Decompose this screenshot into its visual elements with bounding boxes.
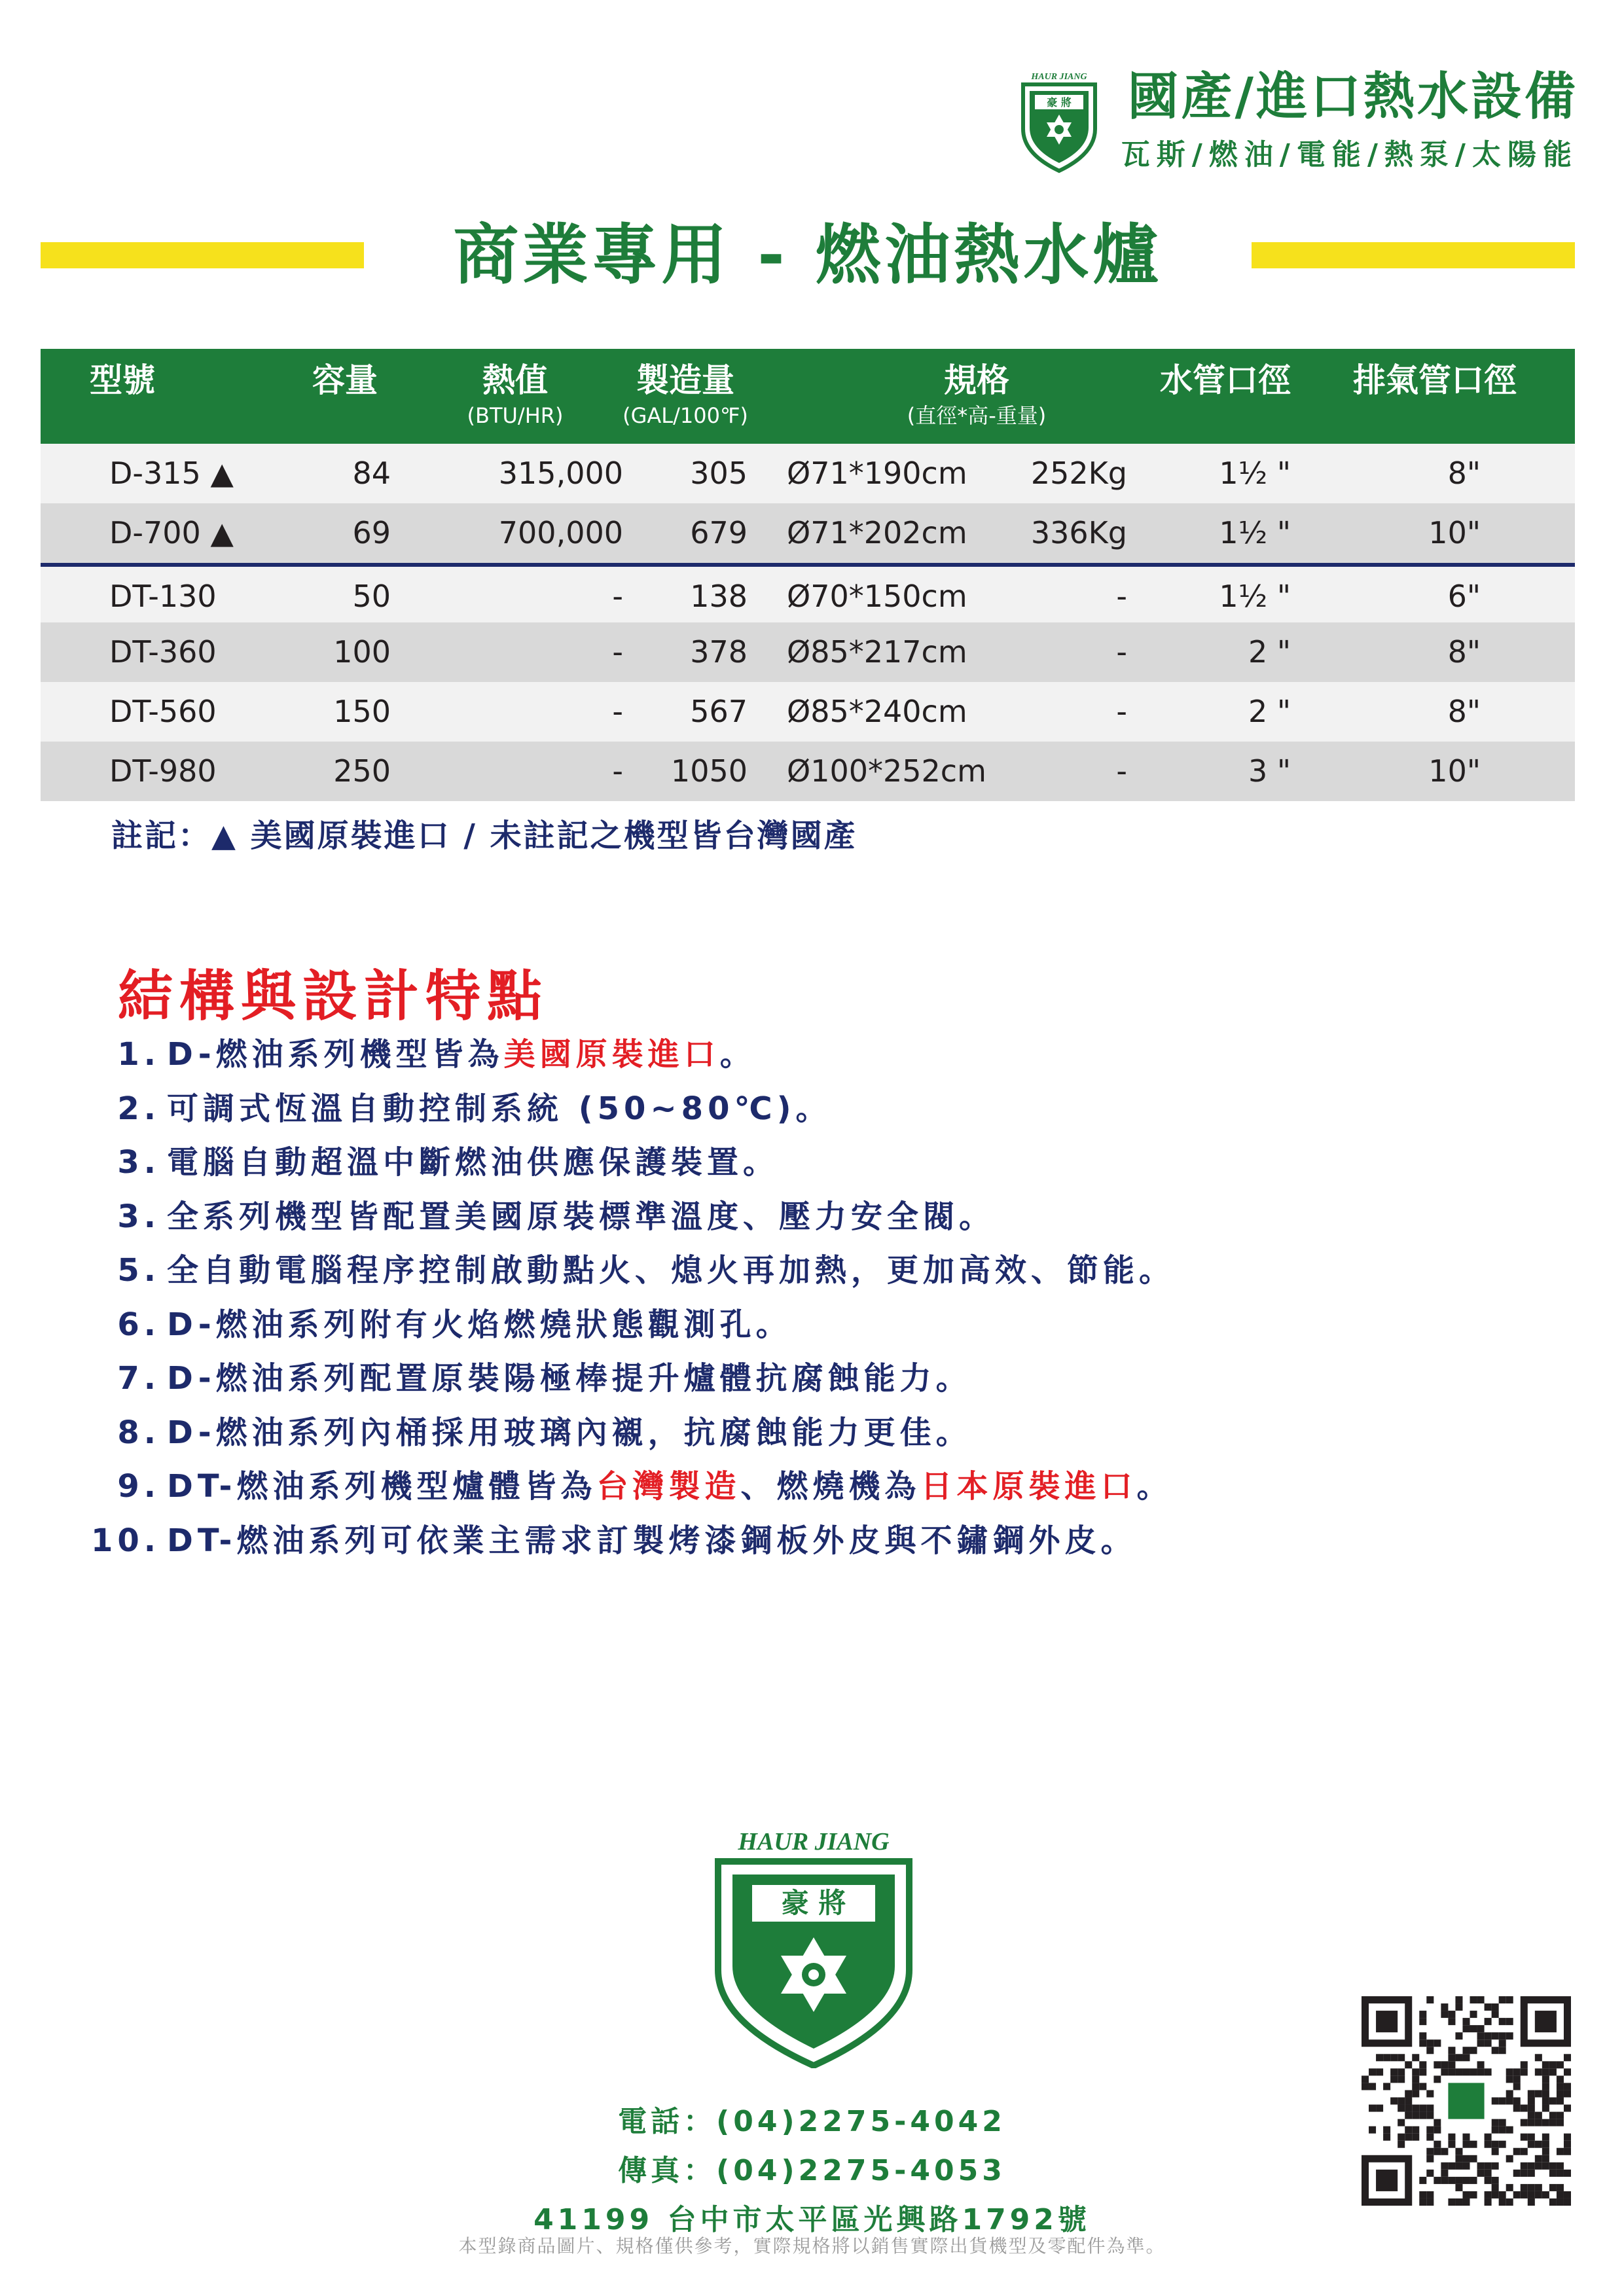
cell-production: 305: [690, 456, 748, 491]
cell-weight: -: [1116, 634, 1127, 670]
table-row: [41, 563, 1575, 622]
table-header: [41, 349, 1575, 444]
disclaimer: 本型錄商品圖片、規格僅供參考，實際規格將以銷售實際出貨機型及零配件為準。: [458, 2235, 1166, 2257]
header-spec: [826, 361, 1127, 431]
cell-dimension: Ø71*202cm: [787, 515, 967, 550]
feature-number: 7.: [117, 1360, 160, 1397]
cell-heat: 700,000: [498, 515, 623, 550]
table-row: [41, 444, 1575, 503]
feature-text: D-燃油系列配置原裝陽極棒提升爐體抗腐蝕能力。: [167, 1360, 972, 1397]
feature-number: 2.: [117, 1090, 160, 1127]
feature-text: DT-燃油系列機型爐體皆為: [167, 1468, 597, 1505]
feature-number: 3.: [117, 1198, 160, 1235]
feature-number: 6.: [117, 1306, 160, 1343]
feature-item: [0, 1406, 1624, 1460]
feature-text: DT-燃油系列可依業主需求訂製烤漆鋼板外皮與不鏽鋼外皮。: [167, 1522, 1137, 1559]
cell-water-pipe: 2 ": [1248, 694, 1291, 729]
feature-item: [0, 1136, 1624, 1190]
header-water-pipe-label: 水管口徑: [1160, 361, 1291, 399]
feature-list: [0, 1028, 1624, 1568]
cell-water-pipe: 1½ ": [1219, 515, 1291, 550]
cell-dimension: Ø85*240cm: [787, 694, 967, 729]
cell-model: DT-560: [109, 694, 217, 729]
cell-dimension: Ø70*150cm: [787, 579, 967, 614]
feature-item: [0, 1244, 1624, 1298]
cell-capacity: 50: [352, 579, 391, 614]
features-title: 結構與設計特點: [118, 964, 549, 1028]
feature-text: 全自動電腦程序控制啟動點火、熄火再加熱，更加高效、節能。: [167, 1252, 1176, 1289]
header-heat: [446, 361, 584, 431]
haur-jiang-footer-logo-icon: [709, 1826, 918, 2068]
cell-production: 679: [690, 515, 748, 550]
header-exhaust-pipe: [1324, 361, 1546, 400]
contact-fax: 傳真：(04)2275-4053: [618, 2154, 1006, 2187]
feature-text: D-燃油系列機型皆為: [167, 1036, 504, 1073]
cell-weight: -: [1116, 753, 1127, 789]
header-production: [604, 361, 767, 431]
brand-title: 國產/進口熱水設備: [1127, 67, 1578, 127]
cell-water-pipe: 3 ": [1248, 753, 1291, 789]
cell-production: 567: [690, 694, 748, 729]
qr-code-icon: [1362, 1996, 1571, 2206]
cell-model: DT-980: [109, 753, 217, 789]
feature-number: 1.: [117, 1036, 160, 1073]
feature-highlight: 台灣製造: [596, 1468, 741, 1505]
feature-item: [0, 1298, 1624, 1352]
feature-text: 可調式恆溫自動控制系統 (50~80℃)。: [167, 1090, 832, 1127]
header-water-pipe: [1127, 361, 1324, 400]
feature-highlight: 日本原裝進口: [920, 1468, 1137, 1505]
logo-text: HAUR JIANG: [1031, 72, 1087, 82]
cell-heat: -: [612, 753, 623, 789]
cell-capacity: 100: [333, 634, 391, 670]
header-model-label: 型號: [90, 361, 155, 399]
feature-number: 8.: [117, 1414, 160, 1451]
header-capacity: [289, 361, 401, 400]
feature-item: [0, 1460, 1624, 1514]
cell-water-pipe: 2 ": [1248, 634, 1291, 670]
cell-weight: 252Kg: [1030, 456, 1127, 491]
title-accent-bar-right: [1252, 242, 1575, 268]
cell-dimension: Ø71*190cm: [787, 456, 967, 491]
cell-water-pipe: 1½ ": [1219, 579, 1291, 614]
cell-exhaust-pipe: 8": [1447, 694, 1481, 729]
feature-item: [0, 1352, 1624, 1406]
cell-capacity: 69: [352, 515, 391, 550]
header-production-unit: (GAL/100℉): [623, 403, 748, 428]
feature-number: 9.: [117, 1468, 160, 1505]
cell-production: 1050: [670, 753, 748, 789]
feature-text: 、燃燒機為: [740, 1468, 921, 1505]
footer-logo-text: HAUR JIANG: [738, 1828, 890, 1856]
cell-exhaust-pipe: 8": [1447, 634, 1481, 670]
feature-item: [0, 1082, 1624, 1136]
feature-item: [0, 1190, 1624, 1244]
cell-capacity: 250: [333, 753, 391, 789]
feature-text: D-燃油系列附有火焰燃燒狀態觀測孔。: [167, 1306, 792, 1343]
cell-heat: 315,000: [498, 456, 623, 491]
spec-table: [41, 349, 1575, 801]
brand-subtitle: 瓦斯/燃油/電能/熱泵/太陽能: [1121, 137, 1578, 171]
contact-phone: 電話：(04)2275-4042: [618, 2105, 1006, 2138]
cell-capacity: 84: [352, 456, 391, 491]
feature-text: 全系列機型皆配置美國原裝標準溫度、壓力安全閥。: [167, 1198, 996, 1235]
feature-number: 5.: [117, 1252, 160, 1289]
cell-exhaust-pipe: 6": [1447, 579, 1481, 614]
table-row: [41, 682, 1575, 742]
feature-text: 。: [1136, 1468, 1173, 1505]
haur-jiang-logo-icon: [1017, 69, 1102, 173]
logo-chinese: 豪 將: [1046, 96, 1072, 109]
table-row: [41, 503, 1575, 563]
header-heat-unit: (BTU/HR): [467, 403, 564, 428]
header-production-label: 製造量: [636, 361, 734, 399]
cell-weight: 336Kg: [1030, 515, 1127, 550]
feature-number: 3.: [117, 1144, 160, 1181]
table-row: [41, 622, 1575, 682]
cell-production: 138: [690, 579, 748, 614]
feature-highlight: 美國原裝進口: [503, 1036, 720, 1073]
feature-text: D-燃油系列內桶採用玻璃內襯，抗腐蝕能力更佳。: [167, 1414, 972, 1451]
cell-water-pipe: 1½ ": [1219, 456, 1291, 491]
footer-logo-chinese: 豪 將: [781, 1887, 846, 1919]
cell-model: D-700 ▲: [109, 515, 234, 550]
cell-exhaust-pipe: 10": [1428, 753, 1481, 789]
cell-production: 378: [690, 634, 748, 670]
feature-text: 。: [719, 1036, 756, 1073]
header-capacity-label: 容量: [312, 361, 378, 399]
feature-text: 電腦自動超溫中斷燃油供應保護裝置。: [167, 1144, 780, 1181]
cell-exhaust-pipe: 10": [1428, 515, 1481, 550]
cell-heat: -: [612, 579, 623, 614]
contact-address: 41199 台中市太平區光興路1792號: [533, 2203, 1091, 2236]
table-note: 註記：▲ 美國原裝進口 / 未註記之機型皆台灣國產: [111, 817, 857, 854]
header-spec-unit: (直徑*高-重量): [907, 403, 1047, 428]
header-heat-label: 熱值: [482, 361, 548, 399]
header-spec-label: 規格: [944, 361, 1009, 399]
feature-item: [0, 1028, 1624, 1082]
table-row: [41, 742, 1575, 801]
cell-exhaust-pipe: 8": [1447, 456, 1481, 491]
cell-model: D-315 ▲: [109, 456, 234, 491]
header-exhaust-pipe-label: 排氣管口徑: [1353, 361, 1517, 399]
cell-model: DT-130: [109, 579, 217, 614]
brand-header: [1017, 65, 1578, 177]
page-title: 商業專用 - 燃油熱水爐: [453, 217, 1163, 293]
cell-heat: -: [612, 694, 623, 729]
cell-dimension: Ø100*252cm: [787, 753, 986, 789]
cell-weight: -: [1116, 694, 1127, 729]
cell-heat: -: [612, 634, 623, 670]
header-model: [80, 361, 165, 400]
cell-dimension: Ø85*217cm: [787, 634, 967, 670]
cell-model: DT-360: [109, 634, 217, 670]
feature-item: [0, 1514, 1624, 1568]
title-accent-bar-left: [41, 242, 364, 268]
cell-capacity: 150: [333, 694, 391, 729]
cell-weight: -: [1116, 579, 1127, 614]
feature-number: 10.: [90, 1522, 160, 1559]
